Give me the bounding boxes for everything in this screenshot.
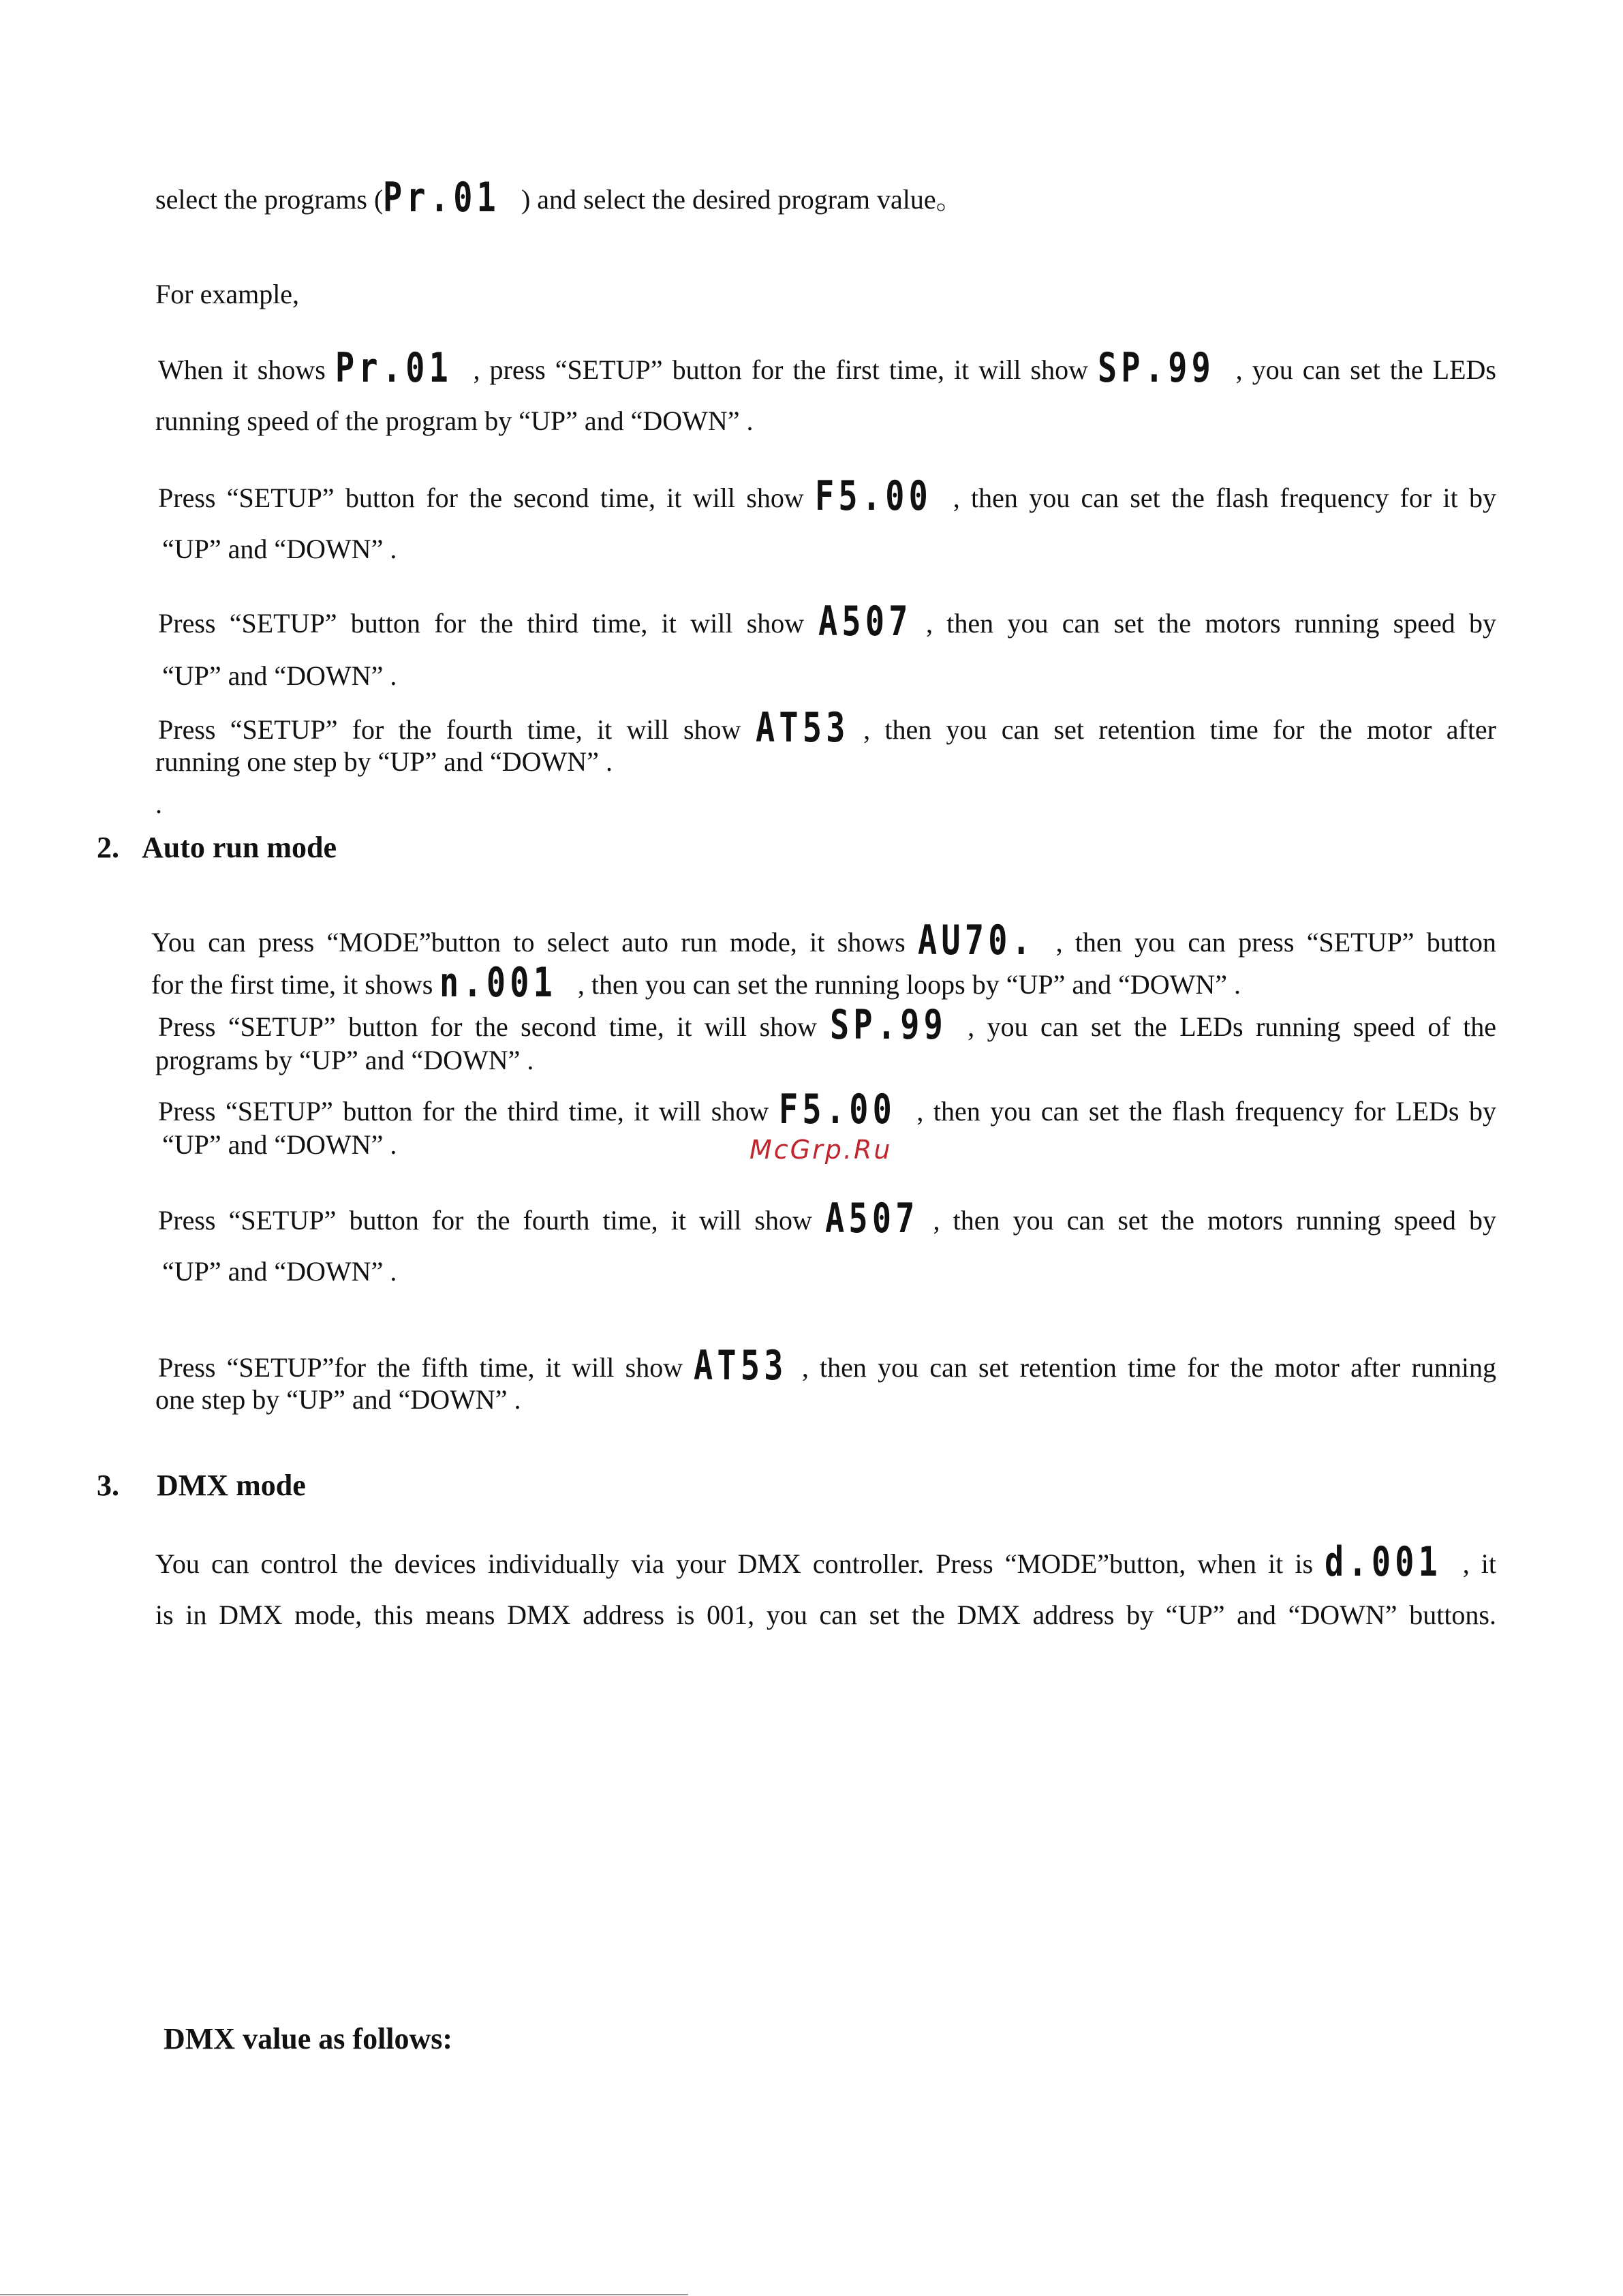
lcd-display-icon: A507 <box>818 598 912 645</box>
text-post: , then you can set the flash frequency for it by <box>953 483 1496 513</box>
text-post: , then you can set the motors running speed by <box>926 608 1496 639</box>
lcd-display-icon: AT53 <box>755 704 850 752</box>
text-pre: For example, <box>155 279 300 309</box>
text-pre: for the first time, it shows <box>151 969 440 1000</box>
text-pre: Press “SETUP” button for the third time, it will show <box>158 1096 779 1127</box>
section-number: 3. <box>97 1469 119 1502</box>
lcd-display-icon: SP.99 <box>829 1001 947 1049</box>
text-line <box>155 1538 1496 1586</box>
lcd-display-icon: AT53 <box>694 1342 788 1390</box>
text-line <box>155 1047 534 1074</box>
text-line <box>155 281 299 308</box>
text-post: , then you can set the running loops by “UP” and “DOWN” . <box>577 969 1241 1000</box>
text-post: , then you can press “SETUP” button <box>1055 927 1497 958</box>
lcd-display-icon: AU70. <box>917 917 1036 964</box>
text-pre: “UP” and “DOWN” . <box>162 1256 397 1287</box>
text-post: , it <box>1462 1548 1496 1579</box>
text-post: , then you can set retention time for the motor after running <box>801 1352 1496 1383</box>
text-pre: running one step by “UP” and “DOWN” . <box>155 746 613 777</box>
text-pre: “UP” and “DOWN” . <box>162 660 397 691</box>
text-line <box>162 1258 397 1285</box>
text-line <box>151 917 1497 964</box>
text-pre: running speed of the program by “UP” and “DOWN” . <box>155 405 754 436</box>
text-post: , press “SETUP” button for the first time, it will show <box>473 354 1098 385</box>
text-line <box>158 1195 1496 1242</box>
section-title: Auto run mode <box>142 831 337 864</box>
text-line <box>158 1086 1496 1133</box>
watermark: McGrp.Ru <box>749 1135 893 1165</box>
text-line <box>162 536 397 563</box>
text-pre: . <box>155 789 162 819</box>
text-pre: You can press “MODE”button to select auto run mode, it shows <box>151 927 918 958</box>
text-pre: programs by “UP” and “DOWN” . <box>155 1045 534 1075</box>
section-heading <box>97 833 337 863</box>
section-heading <box>97 1471 306 1501</box>
text-line <box>158 1342 1496 1390</box>
text-pre: is in DMX mode, this means DMX address is 001, you can set the DMX address by “UP” and “DOWN” buttons. <box>155 1599 1496 1630</box>
text-line <box>155 1386 521 1413</box>
footer-rule <box>0 2294 688 2295</box>
text-post: , you can set the LEDs running speed of the <box>968 1011 1497 1042</box>
lcd-display-icon: F5.00 <box>815 472 933 520</box>
text-pre: “UP” and “DOWN” . <box>162 1129 397 1160</box>
lcd-display-icon: A507 <box>825 1195 919 1242</box>
text-line <box>158 344 1496 392</box>
text-line <box>151 959 1241 1007</box>
text-line <box>155 1599 1496 1630</box>
text-pre: You can control the devices individually via your DMX controller. Press “MODE”button, when it is <box>155 1548 1325 1579</box>
lcd-display-icon: d.001 <box>1325 1538 1442 1586</box>
text-line <box>155 748 613 776</box>
text-pre: When it shows <box>158 354 335 385</box>
text-pre: Press “SETUP” button for the second time, it will show <box>158 483 816 513</box>
lcd-display-icon: n.001 <box>439 959 557 1007</box>
lcd-display-icon: SP.99 <box>1098 344 1216 392</box>
text-line <box>158 704 1497 752</box>
text-pre: select the programs ( <box>155 184 384 215</box>
dmx-value-heading: DMX value as follows: <box>164 2022 453 2055</box>
text-pre: one step by “UP” and “DOWN” . <box>155 1384 521 1415</box>
text-pre: Press “SETUP” button for the second time, it will show <box>158 1011 830 1042</box>
text-post: , then you can set the flash frequency for LEDs by <box>916 1096 1496 1127</box>
text-line <box>158 1001 1497 1049</box>
text-line <box>155 405 754 436</box>
text-line <box>158 598 1496 645</box>
text-post: , you can set the LEDs <box>1235 354 1496 385</box>
text-pre: Press “SETUP” button for the fourth time, it will show <box>158 1205 826 1236</box>
text-post: , then you can set retention time for the motor after <box>863 714 1497 745</box>
text-line <box>162 1131 397 1159</box>
text-line <box>155 791 162 818</box>
text-pre: Press “SETUP” button for the third time, it will show <box>158 608 818 639</box>
text-line <box>158 472 1496 520</box>
text-post: ) and select the desired program value。 <box>521 184 963 215</box>
text-line <box>162 662 397 690</box>
section-number: 2. <box>97 831 119 864</box>
lcd-display-icon: Pr.01 <box>383 174 501 221</box>
text-post: , then you can set the motors running speed by <box>933 1205 1496 1236</box>
lcd-display-icon: F5.00 <box>778 1086 896 1133</box>
text-pre: Press “SETUP” for the fourth time, it will show <box>158 714 756 745</box>
section-title: DMX mode <box>157 1469 306 1502</box>
lcd-display-icon: Pr.01 <box>335 344 452 392</box>
text-line <box>155 174 963 221</box>
text-pre: “UP” and “DOWN” . <box>162 534 397 564</box>
text-pre: Press “SETUP”for the fifth time, it will show <box>158 1352 694 1383</box>
